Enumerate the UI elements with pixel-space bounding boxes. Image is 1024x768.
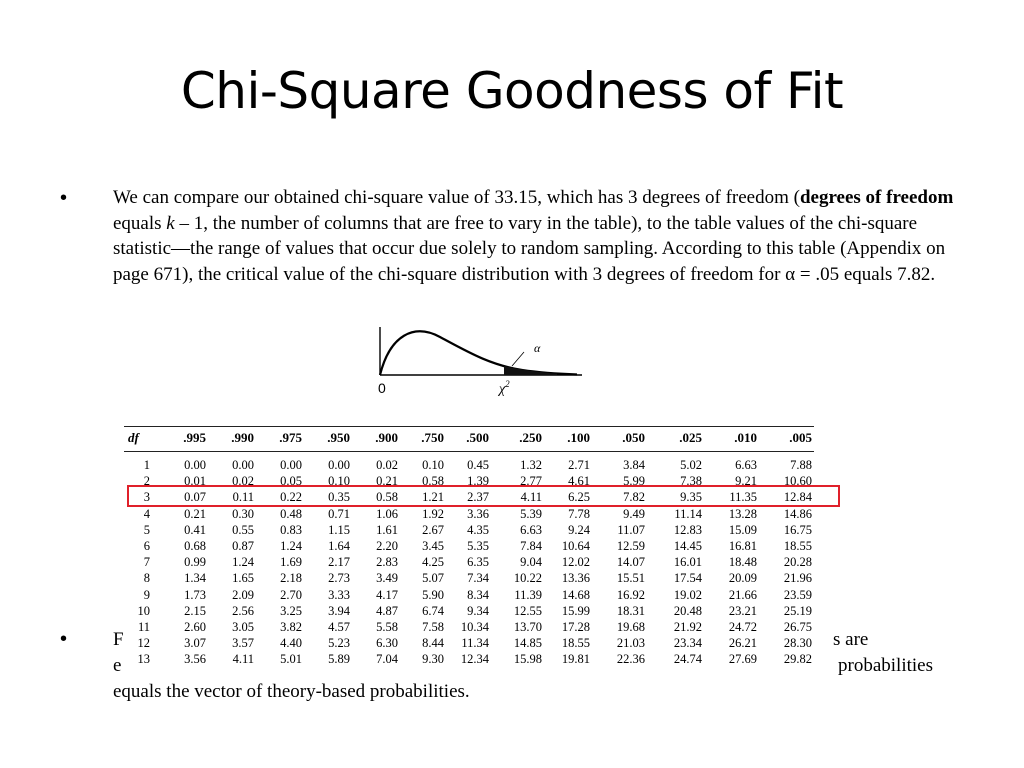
value-cell: 20.09 bbox=[728, 571, 757, 586]
bullet-paragraph-2-line-3: equals the vector of theory-based probabilities. bbox=[113, 681, 470, 702]
paragraph-text: – 1, the number of columns that are free to vary in the table), to the table values of the chi-square statistic—the range of values that occur due solely to random sampling. According to this table (Appendix on page 671), the critical value of the chi-square distribution with 3 degrees of freedom for α = .05 equals 7.82. bbox=[113, 212, 946, 285]
slide-title: Chi-Square Goodness of Fit bbox=[180, 62, 844, 120]
value-cell: 0.01 bbox=[184, 474, 206, 489]
header-alpha-250: .250 bbox=[519, 430, 542, 445]
value-cell: 9.24 bbox=[568, 522, 590, 537]
value-cell: 1.34 bbox=[184, 571, 206, 586]
value-cell: 27.69 bbox=[728, 652, 757, 667]
value-cell: 9.49 bbox=[623, 506, 645, 521]
value-cell: 0.07 bbox=[184, 490, 206, 505]
value-cell: 17.54 bbox=[673, 571, 702, 586]
value-cell: 14.86 bbox=[783, 506, 812, 521]
bullet-marker-2: • bbox=[60, 628, 68, 650]
value-cell: 14.45 bbox=[673, 539, 702, 553]
fragment-start: F bbox=[113, 629, 124, 650]
value-cell: 2.83 bbox=[376, 555, 398, 570]
value-cell: 14.85 bbox=[513, 636, 542, 651]
value-cell: 0.83 bbox=[280, 522, 302, 537]
value-cell: 0.71 bbox=[328, 506, 350, 521]
value-cell: 0.30 bbox=[232, 506, 254, 521]
value-cell: 0.41 bbox=[184, 522, 206, 537]
value-cell: 21.96 bbox=[783, 571, 812, 586]
value-cell: 23.21 bbox=[728, 603, 757, 618]
value-cell: 9.34 bbox=[467, 603, 489, 618]
value-cell: 4.40 bbox=[280, 636, 302, 651]
df-cell: 4 bbox=[143, 506, 150, 521]
value-cell: 7.58 bbox=[422, 620, 444, 634]
table-row bbox=[124, 571, 814, 587]
df-cell: 7 bbox=[143, 555, 150, 570]
df-cell: 12 bbox=[137, 636, 150, 651]
value-cell: 7.04 bbox=[376, 652, 398, 667]
df-cell: 9 bbox=[143, 587, 150, 602]
value-cell: 4.11 bbox=[520, 490, 542, 505]
value-cell: 0.11 bbox=[232, 490, 254, 505]
value-cell: 2.73 bbox=[328, 571, 350, 586]
value-cell: 5.39 bbox=[520, 506, 542, 521]
header-alpha-500: .500 bbox=[466, 430, 489, 445]
value-cell: 12.84 bbox=[783, 490, 812, 505]
value-cell: 2.37 bbox=[467, 490, 489, 505]
value-cell: 2.56 bbox=[232, 603, 254, 618]
value-cell: 5.07 bbox=[422, 571, 444, 586]
value-cell: 5.89 bbox=[328, 652, 350, 667]
value-cell: 0.48 bbox=[280, 506, 302, 521]
value-cell: 7.34 bbox=[467, 571, 489, 586]
value-cell: 26.21 bbox=[728, 636, 757, 651]
value-cell: 8.44 bbox=[422, 636, 444, 651]
value-cell: 0.00 bbox=[280, 458, 302, 472]
value-cell: 3.45 bbox=[422, 539, 444, 553]
value-cell: 3.05 bbox=[232, 620, 254, 634]
value-cell: 5.01 bbox=[280, 652, 302, 667]
header-alpha-900: .900 bbox=[375, 430, 398, 445]
header-alpha-100: .100 bbox=[567, 430, 590, 445]
value-cell: 19.68 bbox=[616, 620, 645, 634]
table-row bbox=[124, 458, 814, 474]
value-cell: 7.38 bbox=[680, 474, 702, 489]
value-cell: 4.17 bbox=[376, 587, 398, 602]
value-cell: 5.35 bbox=[467, 539, 489, 553]
value-cell: 26.75 bbox=[783, 620, 812, 634]
df-cell: 2 bbox=[143, 474, 150, 489]
value-cell: 2.60 bbox=[184, 620, 206, 634]
value-cell: 0.00 bbox=[232, 458, 254, 472]
value-cell: 16.92 bbox=[616, 587, 645, 602]
value-cell: 0.21 bbox=[376, 474, 398, 489]
value-cell: 1.06 bbox=[376, 506, 398, 521]
value-cell: 3.84 bbox=[623, 458, 645, 472]
value-cell: 24.72 bbox=[728, 620, 757, 634]
value-cell: 0.99 bbox=[184, 555, 206, 570]
value-cell: 18.48 bbox=[728, 555, 757, 570]
value-cell: 11.34 bbox=[461, 636, 489, 651]
value-cell: 7.88 bbox=[790, 458, 812, 472]
table-row bbox=[124, 507, 814, 523]
value-cell: 3.49 bbox=[376, 571, 398, 586]
value-cell: 0.87 bbox=[232, 539, 254, 553]
value-cell: 1.15 bbox=[328, 522, 350, 537]
header-alpha-975: .975 bbox=[279, 430, 302, 445]
df-cell: 8 bbox=[143, 571, 150, 586]
value-cell: 0.55 bbox=[232, 522, 254, 537]
value-cell: 1.61 bbox=[376, 522, 398, 537]
value-cell: 21.03 bbox=[616, 636, 645, 651]
value-cell: 11.39 bbox=[514, 587, 542, 602]
value-cell: 29.82 bbox=[783, 652, 812, 667]
value-cell: 9.35 bbox=[680, 490, 702, 505]
value-cell: 2.67 bbox=[422, 522, 444, 537]
value-cell: 13.36 bbox=[561, 571, 590, 586]
value-cell: 15.09 bbox=[728, 522, 757, 537]
header-alpha-005: .005 bbox=[789, 430, 812, 445]
value-cell: 15.98 bbox=[513, 652, 542, 667]
alpha-pointer bbox=[512, 352, 524, 366]
bullet-marker-1: • bbox=[60, 187, 68, 209]
fragment-end: probabilities bbox=[838, 655, 933, 676]
value-cell: 2.15 bbox=[184, 603, 206, 618]
value-cell: 3.36 bbox=[467, 506, 489, 521]
header-alpha-050: .050 bbox=[622, 430, 645, 445]
value-cell: 10.60 bbox=[783, 474, 812, 489]
value-cell: 4.61 bbox=[568, 474, 590, 489]
value-cell: 11.35 bbox=[729, 490, 757, 505]
table-row bbox=[124, 652, 814, 668]
df-cell: 5 bbox=[143, 522, 150, 537]
header-df: df bbox=[128, 430, 139, 445]
value-cell: 5.99 bbox=[623, 474, 645, 489]
value-cell: 23.34 bbox=[673, 636, 702, 651]
value-cell: 12.83 bbox=[673, 522, 702, 537]
value-cell: 2.77 bbox=[520, 474, 542, 489]
value-cell: 23.59 bbox=[783, 587, 812, 602]
value-cell: 4.25 bbox=[422, 555, 444, 570]
value-cell: 3.82 bbox=[280, 620, 302, 634]
df3-highlight-box bbox=[127, 485, 840, 507]
table-header-rule bbox=[124, 451, 814, 452]
degrees-of-freedom-term: degrees of freedom bbox=[799, 187, 954, 208]
value-cell: 3.56 bbox=[184, 652, 206, 667]
value-cell: 4.87 bbox=[376, 603, 398, 618]
origin-label: 0 bbox=[378, 380, 386, 396]
value-cell: 1.39 bbox=[467, 474, 489, 489]
value-cell: 2.71 bbox=[568, 458, 590, 472]
value-cell: 16.75 bbox=[783, 522, 812, 537]
chi-square-axis-label: $\chi^2$ bbox=[499, 379, 510, 397]
table-row bbox=[124, 620, 814, 636]
df-cell: 10 bbox=[137, 603, 150, 618]
value-cell: 3.94 bbox=[328, 603, 350, 618]
distribution-curve bbox=[380, 331, 577, 375]
value-cell: 6.30 bbox=[376, 636, 398, 651]
value-cell: 10.64 bbox=[561, 539, 590, 553]
value-cell: 0.05 bbox=[280, 474, 302, 489]
value-cell: 0.35 bbox=[328, 490, 350, 505]
value-cell: 10.22 bbox=[513, 571, 542, 586]
value-cell: 28.30 bbox=[783, 636, 812, 651]
header-alpha-995: .995 bbox=[183, 430, 206, 445]
value-cell: 0.45 bbox=[467, 458, 489, 472]
df-cell: 6 bbox=[143, 539, 150, 553]
table-row bbox=[124, 555, 814, 571]
value-cell: 12.55 bbox=[513, 603, 542, 618]
value-cell: 14.07 bbox=[616, 555, 645, 570]
value-cell: 9.21 bbox=[735, 474, 757, 489]
fragment-end: s are bbox=[833, 629, 869, 650]
value-cell: 1.64 bbox=[328, 539, 350, 553]
value-cell: 6.35 bbox=[467, 555, 489, 570]
value-cell: 9.30 bbox=[422, 652, 444, 667]
value-cell: 24.74 bbox=[673, 652, 702, 667]
value-cell: 0.58 bbox=[376, 490, 398, 505]
value-cell: 2.17 bbox=[328, 555, 350, 570]
value-cell: 1.24 bbox=[232, 555, 254, 570]
value-cell: 6.63 bbox=[735, 458, 757, 472]
value-cell: 1.69 bbox=[280, 555, 302, 570]
value-cell: 0.68 bbox=[184, 539, 206, 553]
value-cell: 18.55 bbox=[561, 636, 590, 651]
value-cell: 18.31 bbox=[616, 603, 645, 618]
df-cell: 1 bbox=[143, 458, 150, 472]
value-cell: 1.65 bbox=[232, 571, 254, 586]
value-cell: 7.84 bbox=[520, 539, 542, 553]
value-cell: 5.58 bbox=[376, 620, 398, 634]
value-cell: 13.28 bbox=[728, 506, 757, 521]
value-cell: 17.28 bbox=[561, 620, 590, 634]
value-cell: 18.55 bbox=[783, 539, 812, 553]
table-row bbox=[124, 636, 814, 652]
value-cell: 2.70 bbox=[280, 587, 302, 602]
value-cell: 1.24 bbox=[280, 539, 302, 553]
k-variable: k bbox=[166, 212, 175, 234]
value-cell: 11.14 bbox=[674, 506, 702, 521]
value-cell: 12.02 bbox=[561, 555, 590, 570]
value-cell: 0.10 bbox=[328, 474, 350, 489]
df-cell: 11 bbox=[137, 620, 150, 634]
value-cell: 13.70 bbox=[513, 620, 542, 634]
value-cell: 7.78 bbox=[568, 506, 590, 521]
df-cell: 3 bbox=[143, 490, 150, 505]
value-cell: 1.73 bbox=[184, 587, 206, 602]
value-cell: 15.51 bbox=[616, 571, 645, 586]
value-cell: 3.33 bbox=[328, 587, 350, 602]
value-cell: 10.34 bbox=[460, 620, 489, 634]
value-cell: 19.81 bbox=[561, 652, 590, 667]
value-cell: 4.11 bbox=[232, 652, 254, 667]
paragraph-text: equals bbox=[113, 212, 167, 234]
value-cell: 1.32 bbox=[520, 458, 542, 472]
value-cell: 15.99 bbox=[561, 603, 590, 618]
table-row bbox=[124, 604, 814, 620]
value-cell: 21.66 bbox=[728, 587, 757, 602]
value-cell: 2.09 bbox=[232, 587, 254, 602]
value-cell: 12.59 bbox=[616, 539, 645, 553]
header-alpha-990: .990 bbox=[231, 430, 254, 445]
fragment-start: e bbox=[113, 655, 122, 676]
header-alpha-950: .950 bbox=[327, 430, 350, 445]
value-cell: 6.25 bbox=[568, 490, 590, 505]
value-cell: 5.02 bbox=[680, 458, 702, 472]
value-cell: 7.82 bbox=[623, 490, 645, 505]
value-cell: 0.02 bbox=[232, 474, 254, 489]
value-cell: 0.22 bbox=[280, 490, 302, 505]
value-cell: 0.00 bbox=[184, 458, 206, 472]
paragraph-text: We can compare our obtained chi-square value of 33.15, which has 3 degrees of freedom ( bbox=[113, 187, 800, 208]
chi-square-curve-figure bbox=[372, 325, 592, 397]
value-cell: 11.07 bbox=[617, 522, 645, 537]
value-cell: 6.74 bbox=[422, 603, 444, 618]
bullet-paragraph-1 bbox=[113, 185, 963, 287]
value-cell: 0.00 bbox=[328, 458, 350, 472]
value-cell: 0.21 bbox=[184, 506, 206, 521]
value-cell: 0.58 bbox=[422, 474, 444, 489]
value-cell: 4.35 bbox=[467, 522, 489, 537]
header-alpha-750: .750 bbox=[421, 430, 444, 445]
value-cell: 1.21 bbox=[422, 490, 444, 505]
value-cell: 9.04 bbox=[520, 555, 542, 570]
value-cell: 20.48 bbox=[673, 603, 702, 618]
value-cell: 19.02 bbox=[673, 587, 702, 602]
value-cell: 3.25 bbox=[280, 603, 302, 618]
df-cell: 13 bbox=[137, 652, 150, 667]
value-cell: 8.34 bbox=[467, 587, 489, 602]
header-alpha-025: .025 bbox=[679, 430, 702, 445]
header-alpha-010: .010 bbox=[734, 430, 757, 445]
value-cell: 0.10 bbox=[422, 458, 444, 472]
table-top-rule bbox=[124, 426, 814, 427]
value-cell: 16.81 bbox=[728, 539, 757, 553]
value-cell: 14.68 bbox=[561, 587, 590, 602]
value-cell: 12.34 bbox=[460, 652, 489, 667]
value-cell: 4.57 bbox=[328, 620, 350, 634]
value-cell: 25.19 bbox=[783, 603, 812, 618]
value-cell: 1.92 bbox=[422, 506, 444, 521]
value-cell: 3.07 bbox=[184, 636, 206, 651]
value-cell: 3.57 bbox=[232, 636, 254, 651]
value-cell: 2.20 bbox=[376, 539, 398, 553]
value-cell: 2.18 bbox=[280, 571, 302, 586]
value-cell: 6.63 bbox=[520, 522, 542, 537]
value-cell: 5.90 bbox=[422, 587, 444, 602]
value-cell: 20.28 bbox=[783, 555, 812, 570]
value-cell: 5.23 bbox=[328, 636, 350, 651]
table-row bbox=[124, 539, 814, 555]
value-cell: 22.36 bbox=[616, 652, 645, 667]
chi-square-table bbox=[124, 424, 814, 674]
value-cell: 16.01 bbox=[673, 555, 702, 570]
value-cell: 21.92 bbox=[673, 620, 702, 634]
table-row bbox=[124, 523, 814, 539]
table-row bbox=[124, 588, 814, 604]
value-cell: 0.02 bbox=[376, 458, 398, 472]
alpha-label: α bbox=[534, 341, 541, 355]
